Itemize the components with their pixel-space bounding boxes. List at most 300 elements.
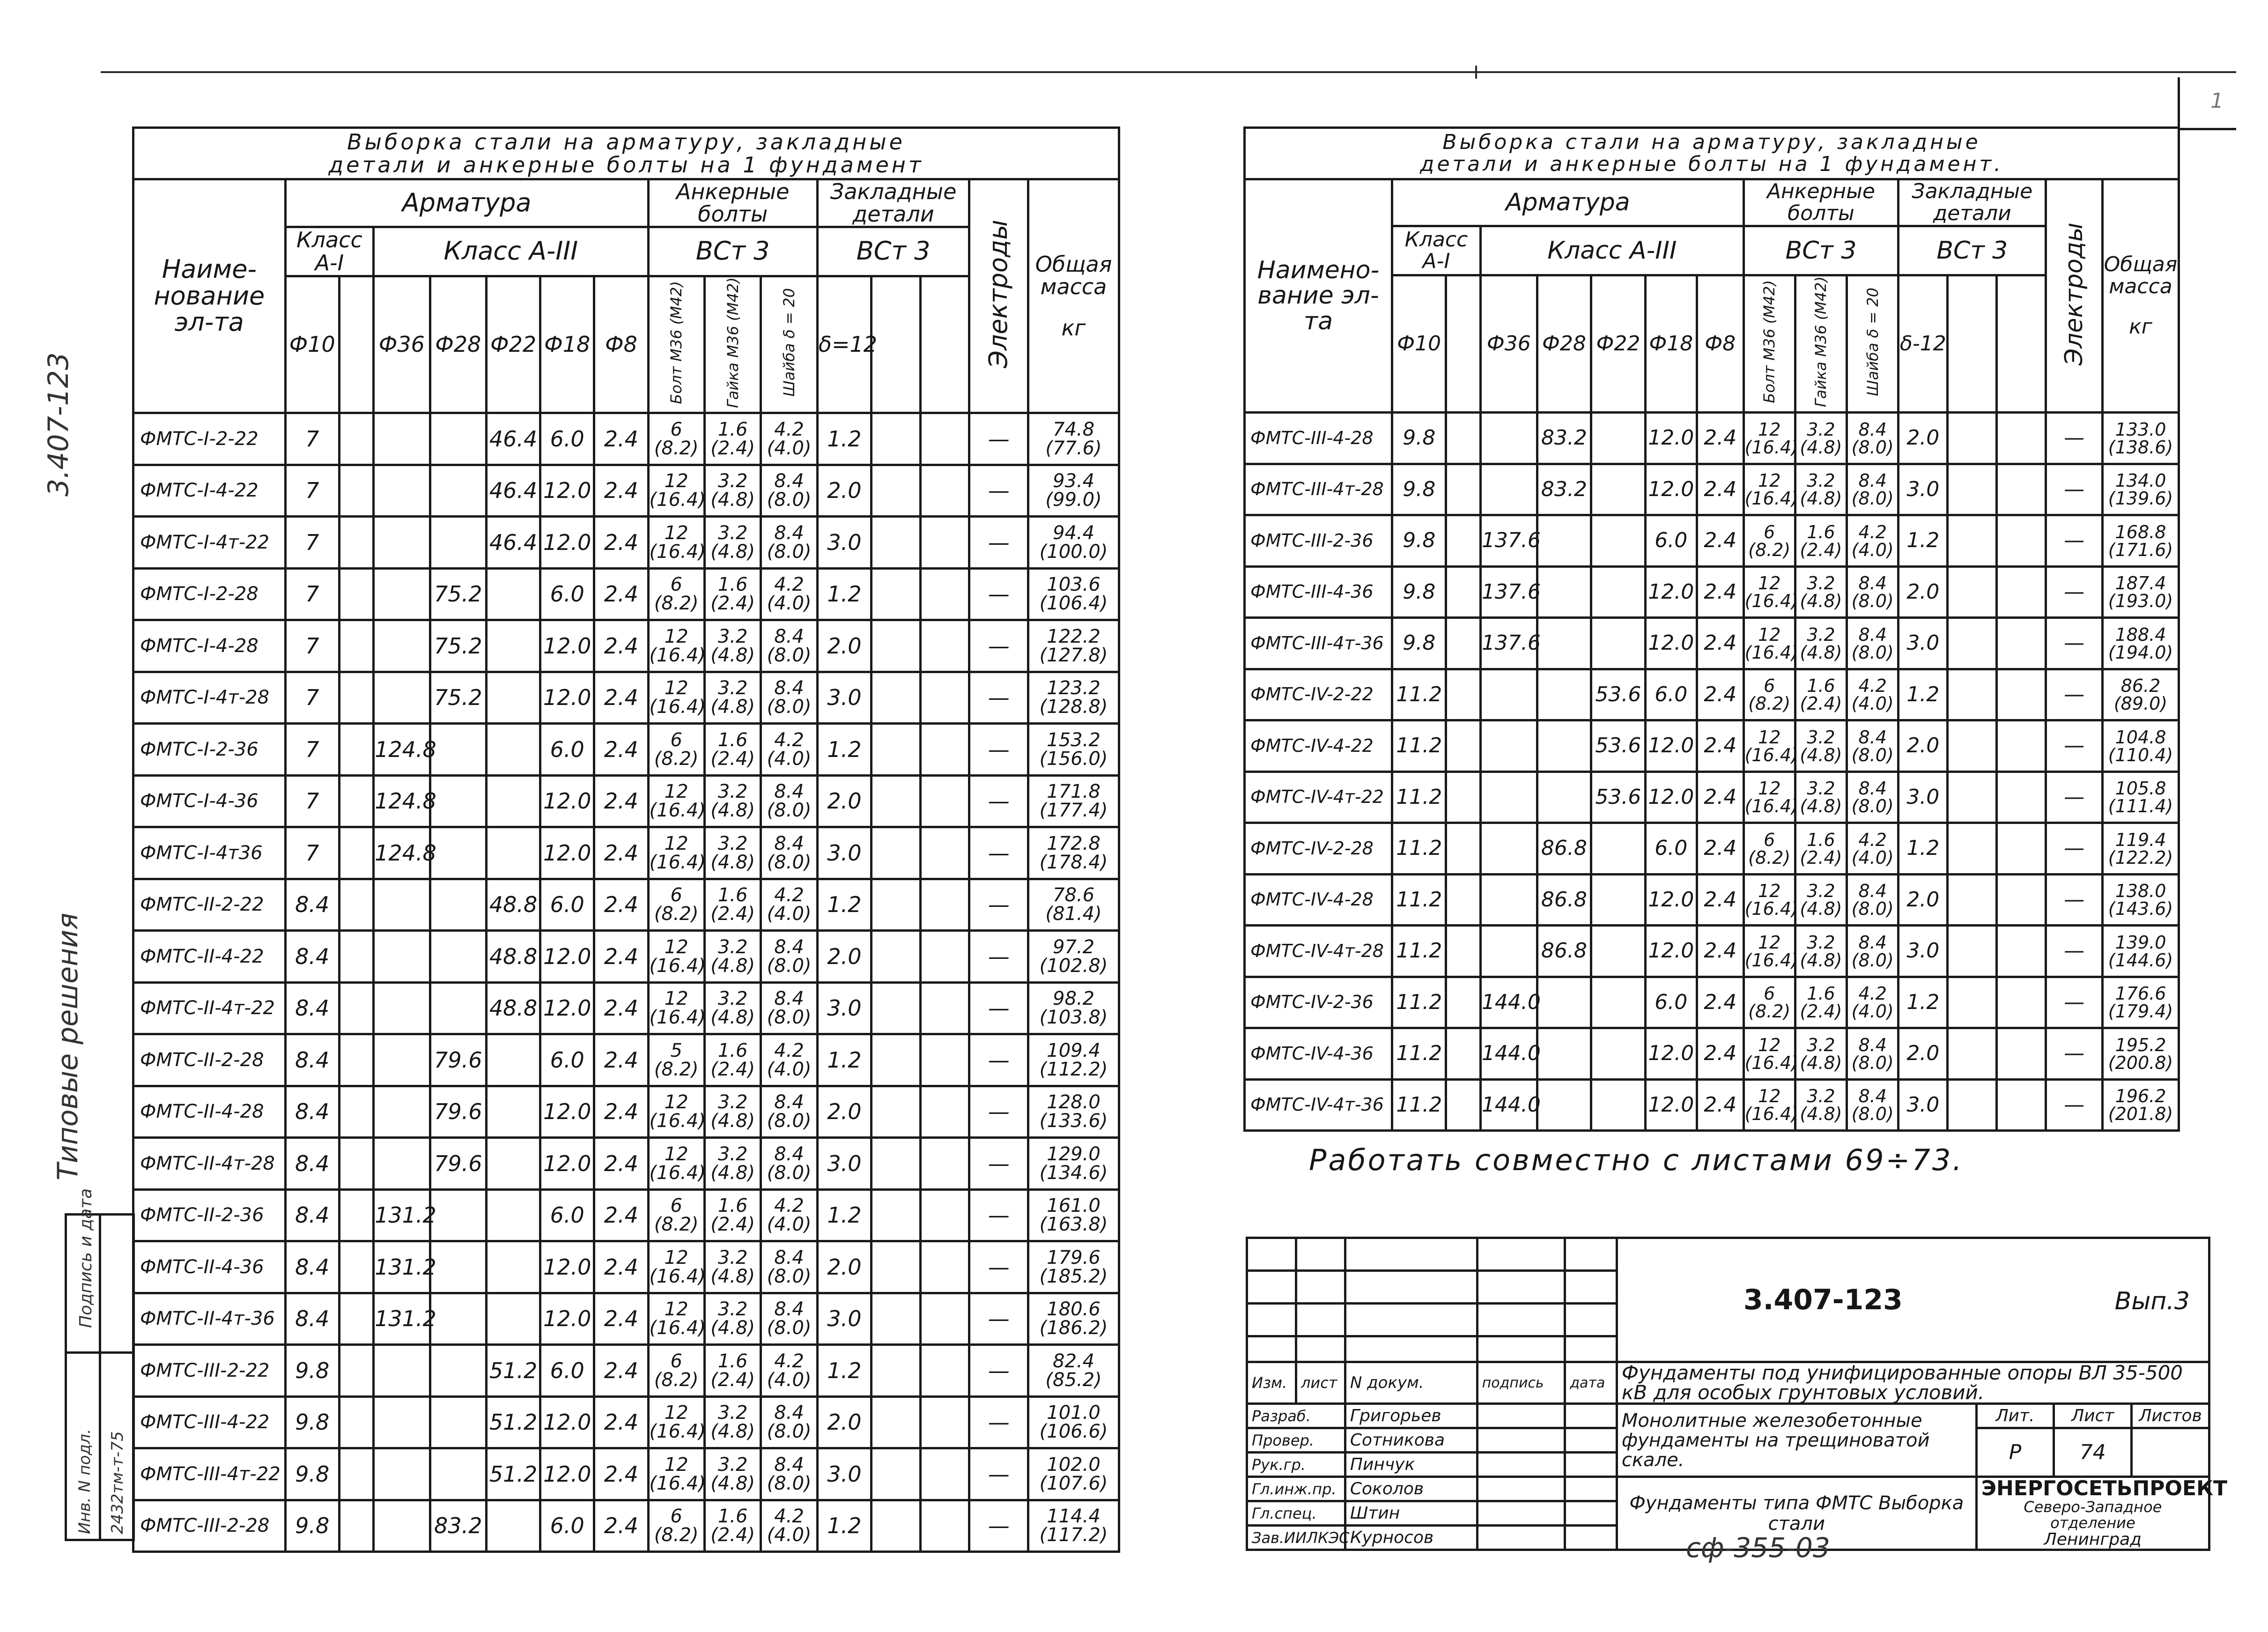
cell-nut-top: 3.2 — [717, 1246, 748, 1269]
cell-blank — [920, 982, 969, 1034]
cell-washer-top: 8.4 — [1858, 624, 1887, 645]
cell-d22: 53.6 — [1591, 669, 1645, 720]
cell-nut — [704, 931, 761, 983]
cell-blank — [1997, 720, 2046, 772]
cell-blank — [339, 1241, 373, 1293]
cell-mass-bottom: (111.4) — [2108, 796, 2173, 817]
cell-washer — [761, 1086, 817, 1138]
cell-nut-top: 3.2 — [717, 522, 748, 544]
cell-nut-bottom: (2.4) — [710, 1214, 755, 1236]
table-row — [133, 1086, 1119, 1138]
cell-electrodes: — — [2046, 618, 2103, 669]
cell-d18: 12.0 — [540, 982, 594, 1034]
cell-bolt-bottom: (16.4) — [649, 800, 706, 822]
cell-bolt-top: 12 — [1758, 1034, 1781, 1055]
cell-d36: 137.6 — [1480, 566, 1537, 618]
cell-washer-top: 8.4 — [774, 1402, 804, 1424]
list-value: 74 — [2054, 1428, 2132, 1477]
cell-electrodes: — — [969, 1396, 1028, 1448]
cell-plate: 1.2 — [817, 1345, 871, 1397]
cell-mass-top: 93.4 — [1053, 470, 1095, 492]
cell-mass — [1028, 1293, 1119, 1345]
cell-nut-bottom: (2.4) — [710, 1369, 755, 1391]
role-signature — [1477, 1428, 1565, 1453]
cell-bolt — [648, 1293, 704, 1345]
cell-d36 — [1480, 669, 1537, 720]
cell-d28 — [430, 517, 486, 569]
cell-plate: 2.0 — [817, 620, 871, 672]
cell-d18: 12.0 — [540, 1396, 594, 1448]
cell-mass-bottom: (107.6) — [1039, 1472, 1108, 1494]
cell-blank — [1446, 977, 1480, 1028]
cell-washer — [1847, 464, 1899, 515]
cell-d10: 9.8 — [285, 1345, 339, 1397]
cell-washer — [1847, 926, 1899, 977]
table-row — [1245, 464, 2179, 515]
cell-d28 — [430, 724, 486, 776]
cell-blank — [1446, 874, 1480, 926]
cell-washer-top: 8.4 — [774, 1298, 804, 1320]
org-city: Ленинград — [2044, 1530, 2142, 1550]
cell-electrodes: — — [969, 517, 1028, 569]
right-hdr-d36: Ф36 — [1480, 275, 1537, 413]
cell-blank — [920, 1086, 969, 1138]
right-steel-table — [1243, 126, 2180, 1132]
right-hdr-blank2 — [1948, 275, 1997, 413]
cell-mass-bottom: (106.6) — [1039, 1421, 1108, 1443]
left-hdr-embedded: Закладные детали — [817, 179, 969, 227]
side-stamp — [65, 1188, 135, 1541]
cell-bolt — [648, 1500, 704, 1552]
cell-bolt — [1743, 977, 1795, 1028]
cell-washer — [1847, 720, 1899, 772]
cell-nut-bottom: (4.8) — [710, 1007, 755, 1029]
cell-d22 — [486, 724, 540, 776]
table-row — [133, 1345, 1119, 1397]
cell-washer — [761, 1448, 817, 1500]
cell-bolt-bottom: (16.4) — [1744, 898, 1798, 920]
cell-d8: 2.4 — [594, 1189, 648, 1241]
cell-plate: 3.0 — [817, 1138, 871, 1190]
cell-washer-bottom: (8.0) — [1851, 1104, 1894, 1125]
element-name: ФМТС-III-4-22 — [133, 1396, 286, 1448]
cell-d22 — [1591, 413, 1645, 464]
cell-washer-bottom: (8.0) — [767, 800, 812, 822]
cell-bolt-bottom: (16.4) — [1744, 591, 1798, 612]
cell-blank — [871, 1396, 920, 1448]
cell-bolt-bottom: (16.4) — [649, 851, 706, 873]
table-row — [133, 1241, 1119, 1293]
cell-blank — [1446, 566, 1480, 618]
cell-mass-top: 188.4 — [2115, 624, 2166, 645]
cell-washer — [761, 1138, 817, 1190]
left-hdr-blank3 — [920, 276, 969, 413]
cell-nut-bottom: (2.4) — [1800, 847, 1842, 868]
cell-d10: 7 — [285, 465, 339, 517]
cell-washer-bottom: (8.0) — [767, 1162, 812, 1184]
cell-washer — [761, 1241, 817, 1293]
cell-blank — [1948, 669, 1997, 720]
cell-washer-top: 8.4 — [1858, 727, 1887, 748]
role-date — [1565, 1404, 1617, 1428]
cell-d8: 2.4 — [594, 517, 648, 569]
title-block — [1246, 1237, 2227, 1551]
org-branch: Северо-Западное отделение — [2024, 1498, 2162, 1532]
element-name: ФМТС-III-4-28 — [1245, 413, 1392, 464]
cell-d22 — [486, 620, 540, 672]
cell-d18: 12.0 — [1645, 1028, 1697, 1080]
cell-electrodes: — — [969, 827, 1028, 879]
cell-d18: 12.0 — [540, 465, 594, 517]
signature-row — [1247, 1404, 2209, 1428]
cell-blank — [1446, 771, 1480, 823]
cell-electrodes: — — [2046, 977, 2103, 1028]
cell-d8: 2.4 — [594, 775, 648, 827]
cell-bolt-top: 6 — [1764, 675, 1775, 697]
cell-washer — [1847, 1028, 1899, 1080]
inv-value: 2432тм-т-75 — [108, 1431, 127, 1534]
cell-nut-top: 1.6 — [717, 574, 748, 596]
left-stamp-subject: Типовые решения — [52, 912, 84, 1180]
cell-nut-bottom: (4.8) — [710, 1472, 755, 1494]
cell-electrodes: — — [969, 1448, 1028, 1500]
cell-bolt — [648, 1189, 704, 1241]
cell-d8: 2.4 — [594, 1396, 648, 1448]
cell-d36 — [374, 465, 430, 517]
cell-mass-top: 119.4 — [2115, 829, 2166, 850]
cell-nut — [704, 517, 761, 569]
cell-d36 — [1480, 874, 1537, 926]
cell-nut-top: 3.2 — [1807, 470, 1835, 491]
cell-d8: 2.4 — [1697, 720, 1743, 772]
cell-bolt-top: 12 — [664, 1091, 688, 1113]
table-row — [1245, 566, 2179, 618]
cell-nut-bottom: (4.8) — [710, 851, 755, 873]
cell-washer-bottom: (4.0) — [767, 437, 812, 459]
cell-mass-bottom: (99.0) — [1045, 489, 1102, 511]
cell-nut-top: 1.6 — [717, 1195, 748, 1217]
cell-blank — [1997, 926, 2046, 977]
cell-d28: 86.8 — [1537, 926, 1591, 977]
cell-blank — [920, 1396, 969, 1448]
cell-nut-top: 3.2 — [717, 1454, 748, 1476]
cell-washer-bottom: (4.0) — [767, 1058, 812, 1080]
cell-nut — [704, 1086, 761, 1138]
cell-nut-top: 3.2 — [1807, 624, 1835, 645]
cell-d28 — [1537, 1079, 1591, 1131]
element-name: ФМТС-I-4-28 — [133, 620, 286, 672]
table-row — [133, 1293, 1119, 1345]
cell-nut-bottom: (4.8) — [1800, 744, 1842, 765]
cell-d22 — [1591, 515, 1645, 567]
cell-blank — [1997, 413, 2046, 464]
cell-d28 — [1537, 771, 1591, 823]
cell-bolt-bottom: (16.4) — [649, 489, 706, 511]
left-hdr-d28: Ф28 — [430, 276, 486, 413]
cell-bolt-top: 12 — [1758, 932, 1781, 953]
cell-d18: 12.0 — [540, 1448, 594, 1500]
cell-washer-bottom: (8.0) — [767, 696, 812, 718]
cell-d10: 7 — [285, 413, 339, 465]
cell-d28: 83.2 — [430, 1500, 486, 1552]
cell-blank — [920, 931, 969, 983]
cell-blank — [871, 931, 920, 983]
cell-d8: 2.4 — [594, 1293, 648, 1345]
cell-plate: 1.2 — [817, 879, 871, 931]
cell-nut-bottom: (4.8) — [710, 800, 755, 822]
cell-mass — [2103, 566, 2179, 618]
cell-washer — [761, 620, 817, 672]
role-label: Рук.гр. — [1247, 1453, 1345, 1477]
cell-d22 — [1591, 1079, 1645, 1131]
cell-washer-bottom: (8.0) — [767, 541, 812, 563]
role-signature — [1477, 1501, 1565, 1526]
cell-bolt — [1743, 771, 1798, 823]
table-row — [1245, 515, 2179, 567]
left-stamp-code: 3.407-123 — [42, 352, 75, 497]
cell-blank — [339, 827, 373, 879]
table-row — [1245, 413, 2179, 464]
cell-bolt — [648, 1241, 704, 1293]
cell-bolt-bottom: (16.4) — [649, 1265, 706, 1287]
table-row — [1245, 874, 2179, 926]
cell-d36: 124.8 — [374, 775, 430, 827]
cell-blank — [1997, 618, 2046, 669]
cell-blank — [1948, 874, 1997, 926]
cell-d22 — [486, 1189, 540, 1241]
cell-d18: 6.0 — [540, 568, 594, 620]
role-date — [1565, 1428, 1617, 1453]
cell-mass — [2103, 669, 2179, 720]
element-name: ФМТС-III-4-36 — [1245, 566, 1392, 618]
cell-washer-top: 8.4 — [774, 832, 804, 854]
cell-washer-top: 8.4 — [774, 1246, 804, 1269]
cell-blank — [1948, 566, 1997, 618]
cell-blank — [920, 620, 969, 672]
tb-project-title: Фундаменты под унифицированные опоры ВЛ 35-500 кВ для особых грунтовых условий. — [1617, 1362, 2209, 1404]
element-name: ФМТС-III-4т-22 — [133, 1448, 286, 1500]
cell-nut — [704, 724, 761, 776]
right-hdr-washer: Шайба δ = 20 — [1847, 275, 1899, 413]
cell-nut-top: 3.2 — [1807, 1034, 1835, 1055]
table-row — [133, 775, 1119, 827]
cell-electrodes: — — [2046, 1079, 2103, 1131]
cell-d10: 7 — [285, 517, 339, 569]
table-row — [133, 517, 1119, 569]
cell-d10: 8.4 — [285, 1241, 339, 1293]
signature-row — [1247, 1477, 2209, 1501]
cell-d36: 124.8 — [374, 827, 430, 879]
cell-nut-top: 3.2 — [717, 936, 748, 958]
cell-washer-top: 8.4 — [774, 1091, 804, 1113]
cell-d22 — [486, 568, 540, 620]
cell-d36: 144.0 — [1480, 1079, 1537, 1131]
cell-blank — [871, 827, 920, 879]
cell-mass-bottom: (103.8) — [1039, 1007, 1108, 1029]
cell-nut-top: 1.6 — [1807, 521, 1835, 542]
cell-mass — [1028, 827, 1119, 879]
cell-d22: 46.4 — [486, 413, 540, 465]
cell-d22: 51.2 — [486, 1448, 540, 1500]
cell-mass-bottom: (89.0) — [2113, 693, 2168, 714]
cell-electrodes: — — [2046, 464, 2103, 515]
cell-plate: 2.0 — [1899, 720, 1948, 772]
cell-d22 — [486, 1293, 540, 1345]
cell-bolt-top: 12 — [1758, 470, 1781, 491]
cell-bolt — [1743, 566, 1798, 618]
cell-d36 — [1480, 926, 1537, 977]
element-name: ФМТС-IV-2-28 — [1245, 823, 1392, 875]
cell-bolt — [1743, 926, 1798, 977]
cell-washer-top: 4.2 — [774, 1350, 804, 1372]
cell-washer-bottom: (8.0) — [1851, 796, 1894, 817]
cell-mass-bottom: (110.4) — [2108, 744, 2173, 765]
cell-mass-top: 171.8 — [1047, 781, 1101, 803]
cell-blank — [871, 775, 920, 827]
cell-blank — [1997, 515, 2046, 567]
cell-bolt-bottom: (16.4) — [1744, 488, 1798, 509]
cell-nut — [704, 982, 761, 1034]
cell-electrodes: — — [969, 982, 1028, 1034]
cell-washer-bottom: (4.0) — [767, 903, 812, 925]
cell-plate: 2.0 — [817, 931, 871, 983]
cell-washer — [1847, 1079, 1899, 1131]
cell-washer-bottom: (8.0) — [767, 1472, 812, 1494]
cell-blank — [1997, 977, 2046, 1028]
cell-d18: 6.0 — [540, 1189, 594, 1241]
cell-washer-top: 4.2 — [774, 729, 804, 751]
cell-mass-top: 161.0 — [1047, 1195, 1101, 1217]
cell-d10: 11.2 — [1392, 720, 1446, 772]
cell-plate: 2.0 — [817, 1396, 871, 1448]
element-name: ФМТС-IV-4т-22 — [1245, 771, 1392, 823]
cell-d22 — [486, 1138, 540, 1190]
cell-d8: 2.4 — [1697, 926, 1743, 977]
cell-bolt — [648, 1448, 704, 1500]
cell-nut-bottom: (4.8) — [1800, 950, 1842, 971]
cell-bolt-bottom: (16.4) — [649, 1317, 706, 1339]
cell-mass — [2103, 771, 2179, 823]
cell-blank — [1997, 464, 2046, 515]
cell-nut — [1795, 1079, 1847, 1131]
lists-label: Листов — [2132, 1404, 2209, 1428]
cell-d18: 12.0 — [1645, 618, 1697, 669]
table-row — [133, 931, 1119, 983]
cell-blank — [920, 775, 969, 827]
cell-washer-top: 8.4 — [1858, 778, 1887, 799]
cell-plate: 1.2 — [1899, 515, 1948, 567]
cell-washer-bottom: (8.0) — [767, 955, 812, 977]
cell-mass-top: 74.8 — [1053, 418, 1095, 440]
cell-d8: 2.4 — [594, 1138, 648, 1190]
cell-d22 — [1591, 1028, 1645, 1080]
cell-bolt-bottom: (16.4) — [649, 1110, 706, 1132]
cell-mass-bottom: (163.8) — [1039, 1214, 1108, 1236]
table-row — [1245, 618, 2179, 669]
cell-nut-bottom: (4.8) — [710, 489, 755, 511]
cell-d8: 2.4 — [594, 879, 648, 931]
cell-plate: 1.2 — [817, 1034, 871, 1086]
cell-washer-bottom: (8.0) — [1851, 1052, 1894, 1073]
cell-washer — [761, 1293, 817, 1345]
cell-d18: 12.0 — [1645, 566, 1697, 618]
element-name: ФМТС-IV-4-28 — [1245, 874, 1392, 926]
role-person: Штин — [1345, 1501, 1477, 1526]
cell-nut — [704, 568, 761, 620]
cell-d22 — [486, 1086, 540, 1138]
cell-mass — [1028, 931, 1119, 983]
cell-washer-bottom: (4.0) — [767, 1214, 812, 1236]
cell-nut-bottom: (4.8) — [1800, 796, 1842, 817]
role-date — [1565, 1501, 1617, 1526]
cell-plate: 3.0 — [817, 827, 871, 879]
cell-electrodes: — — [2046, 515, 2103, 567]
cell-d18: 6.0 — [540, 1500, 594, 1552]
cell-mass-top: 123.2 — [1047, 677, 1101, 699]
element-name: ФМТС-II-4-36 — [133, 1241, 286, 1293]
cell-d22: 46.4 — [486, 517, 540, 569]
cell-d8: 2.4 — [594, 1086, 648, 1138]
cell-d10: 8.4 — [285, 1034, 339, 1086]
cell-bolt — [648, 724, 704, 776]
cell-d28 — [430, 413, 486, 465]
cell-nut-bottom: (4.8) — [1800, 1104, 1842, 1125]
cell-d18: 12.0 — [540, 1086, 594, 1138]
cell-washer — [1847, 669, 1899, 720]
cell-nut-top: 1.6 — [1807, 675, 1835, 697]
cell-blank — [871, 1086, 920, 1138]
table-row — [133, 413, 1119, 465]
cell-d8: 2.4 — [1697, 618, 1743, 669]
cell-d18: 6.0 — [540, 413, 594, 465]
cell-mass-bottom: (85.2) — [1045, 1369, 1102, 1391]
cell-mass-bottom: (156.0) — [1039, 748, 1108, 770]
cell-bolt — [648, 465, 704, 517]
element-name: ФМТС-II-4-22 — [133, 931, 286, 983]
cell-electrodes: — — [969, 465, 1028, 517]
tb-col-izm: Изм. — [1247, 1362, 1296, 1404]
cell-nut — [1795, 771, 1847, 823]
cell-bolt — [1743, 413, 1798, 464]
cell-blank — [1948, 464, 1997, 515]
cell-mass-bottom: (106.4) — [1039, 593, 1108, 615]
cell-electrodes: — — [969, 775, 1028, 827]
cell-d8: 2.4 — [594, 620, 648, 672]
cell-plate: 1.2 — [1899, 823, 1948, 875]
cell-d10: 11.2 — [1392, 874, 1446, 926]
cell-d18: 12.0 — [1645, 926, 1697, 977]
cell-nut-top: 1.6 — [717, 729, 748, 751]
cell-washer — [761, 827, 817, 879]
cell-blank — [1446, 823, 1480, 875]
role-person: Пинчук — [1345, 1453, 1477, 1477]
tb-col-date: дата — [1565, 1362, 1617, 1404]
cell-bolt — [1743, 515, 1795, 567]
cell-bolt — [648, 775, 704, 827]
cell-nut — [1795, 515, 1847, 567]
cell-mass — [1028, 1086, 1119, 1138]
left-hdr-vst3-embedded: ВСт 3 — [817, 227, 969, 276]
right-hdr-d8: Ф8 — [1697, 275, 1743, 413]
cell-bolt-top: 12 — [664, 470, 688, 492]
cell-d36 — [374, 413, 430, 465]
cell-blank — [1948, 720, 1997, 772]
element-name: ФМТС-I-4-22 — [133, 465, 286, 517]
cell-blank — [1948, 413, 1997, 464]
cell-d22: 53.6 — [1591, 720, 1645, 772]
cell-blank — [920, 1448, 969, 1500]
cell-mass-bottom: (133.6) — [1039, 1110, 1108, 1132]
